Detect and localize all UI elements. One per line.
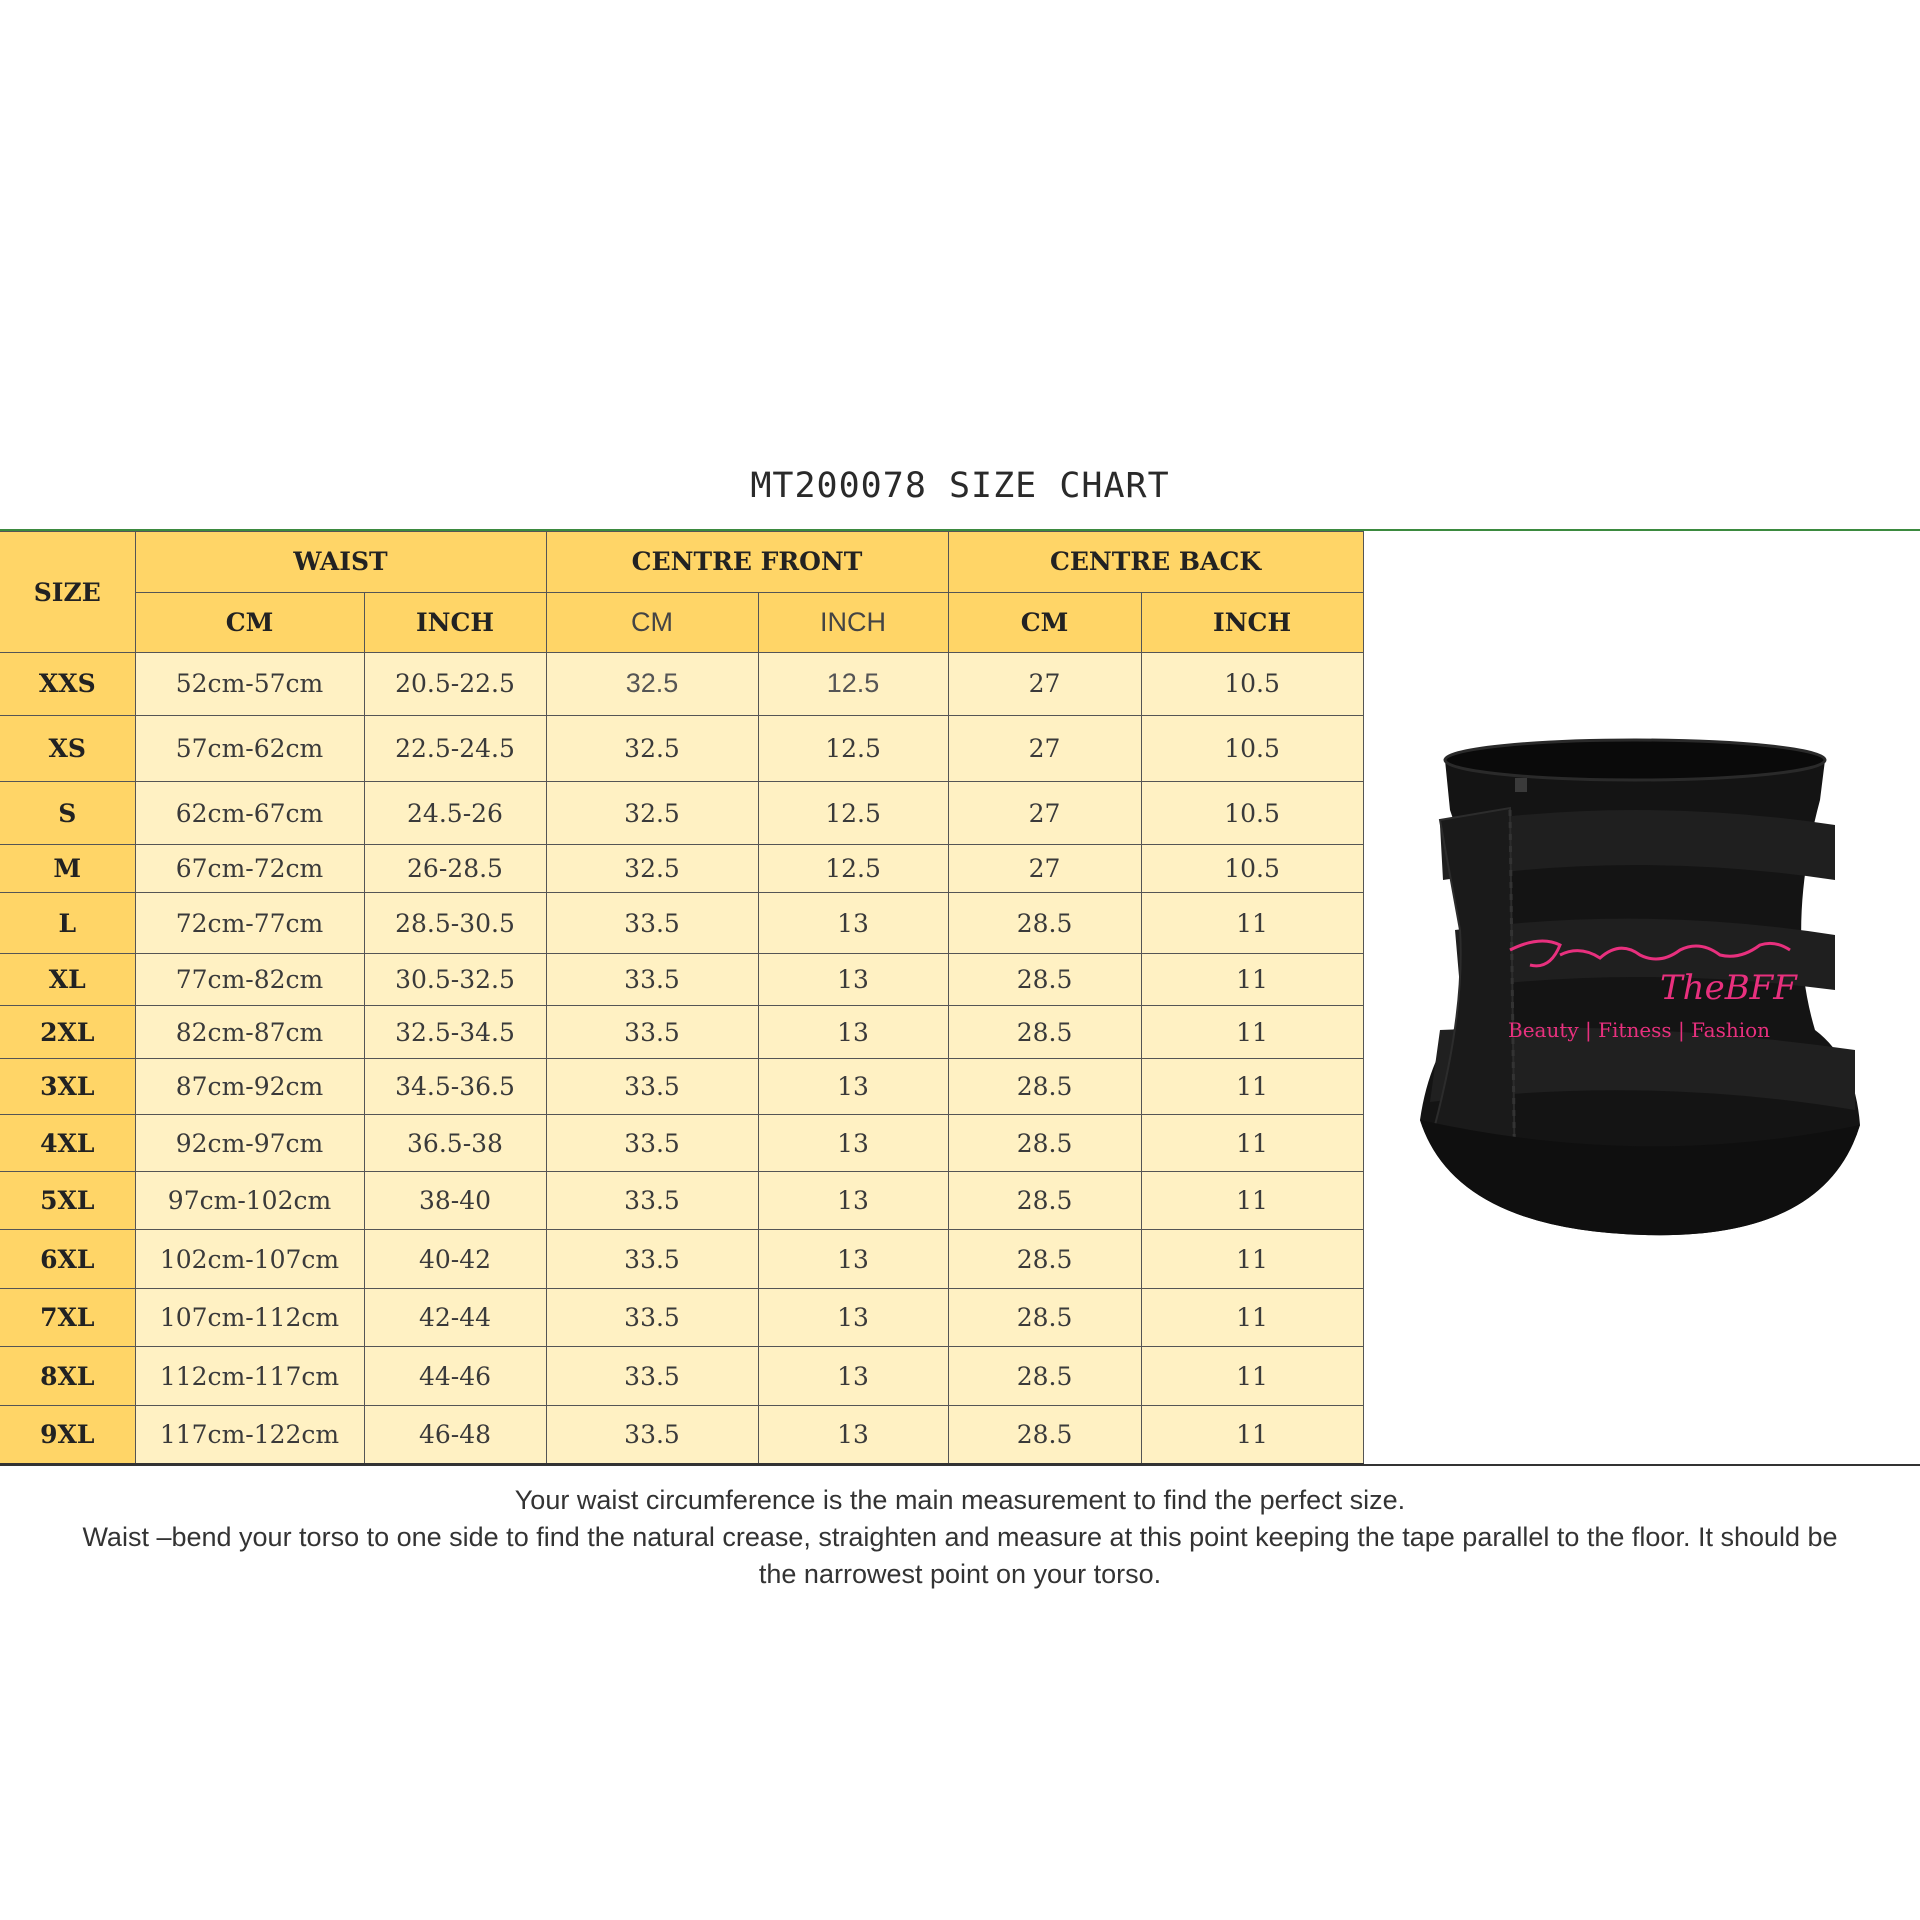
cell-size: 7XL: [0, 1288, 135, 1347]
back-inch-header: INCH: [1141, 592, 1363, 653]
cell-waist-cm: 77cm-82cm: [135, 953, 364, 1005]
cell-back-cm: 28.5: [948, 893, 1141, 954]
cell-size: 2XL: [0, 1006, 135, 1058]
cell-waist-inch: 30.5-32.5: [364, 953, 546, 1005]
centre-front-group-header: CENTRE FRONT: [546, 532, 948, 593]
waist-cm-header: CM: [135, 592, 364, 653]
note-line-3: the narrowest point on your torso.: [758, 1559, 1162, 1589]
cell-waist-cm: 102cm-107cm: [135, 1230, 364, 1289]
cell-front-cm: 33.5: [546, 1058, 758, 1115]
cell-size: L: [0, 893, 135, 954]
cell-back-cm: 28.5: [948, 1171, 1141, 1230]
cell-waist-inch: 44-46: [364, 1347, 546, 1406]
cell-front-inch: 13: [758, 1230, 948, 1289]
cell-waist-cm: 62cm-67cm: [135, 782, 364, 845]
table-row: [0, 1347, 1363, 1406]
cell-waist-inch: 24.5-26: [364, 782, 546, 845]
cell-front-inch: 13: [758, 1006, 948, 1058]
cell-front-cm: 33.5: [546, 953, 758, 1005]
table-row: [0, 1230, 1363, 1289]
waist-inch-header: INCH: [364, 592, 546, 653]
cell-front-inch: 13: [758, 1288, 948, 1347]
back-cm-header: CM: [948, 592, 1141, 653]
table-row: [0, 1171, 1363, 1230]
bottom-divider: [0, 1464, 1920, 1466]
size-header: SIZE: [0, 532, 135, 653]
cell-front-cm: 33.5: [546, 1405, 758, 1464]
cell-size: XXS: [0, 653, 135, 716]
cell-waist-cm: 52cm-57cm: [135, 653, 364, 716]
cell-front-inch: 13: [758, 1058, 948, 1115]
cell-front-cm: 33.5: [546, 1347, 758, 1406]
cell-front-inch: 13: [758, 893, 948, 954]
cell-back-inch: 10.5: [1141, 782, 1363, 845]
cell-front-cm: 32.5: [546, 844, 758, 892]
cell-back-cm: 28.5: [948, 1006, 1141, 1058]
cell-front-inch: 13: [758, 1405, 948, 1464]
cell-size: 5XL: [0, 1171, 135, 1230]
cell-back-inch: 11: [1141, 893, 1363, 954]
table-row: [0, 1058, 1363, 1115]
cell-waist-inch: 26-28.5: [364, 844, 546, 892]
cell-front-cm: 33.5: [546, 1230, 758, 1289]
cell-back-inch: 11: [1141, 1230, 1363, 1289]
note-line-2: Waist –bend your torso to one side to find the natural crease, straighten and measure at this point keeping the tape parallel to the floor. It should be: [82, 1522, 1838, 1552]
size-chart-table: [0, 531, 1364, 1465]
cell-front-cm: 33.5: [546, 893, 758, 954]
table-row: [0, 1006, 1363, 1058]
cell-waist-cm: 117cm-122cm: [135, 1405, 364, 1464]
cell-front-cm: 32.5: [546, 653, 758, 716]
cell-front-cm: 33.5: [546, 1171, 758, 1230]
cell-waist-inch: 20.5-22.5: [364, 653, 546, 716]
cell-waist-cm: 57cm-62cm: [135, 715, 364, 782]
table-row: [0, 1288, 1363, 1347]
cell-back-cm: 28.5: [948, 1347, 1141, 1406]
cell-size: 4XL: [0, 1115, 135, 1172]
cell-waist-inch: 22.5-24.5: [364, 715, 546, 782]
note-line-1: Your waist circumference is the main measurement to find the perfect size.: [514, 1485, 1406, 1515]
cell-back-cm: 27: [948, 715, 1141, 782]
cell-front-cm: 32.5: [546, 715, 758, 782]
cell-size: M: [0, 844, 135, 892]
brand-watermark: [1500, 930, 1800, 1040]
cell-waist-inch: 40-42: [364, 1230, 546, 1289]
cell-back-inch: 11: [1141, 1171, 1363, 1230]
table-row: [0, 1405, 1363, 1464]
cell-waist-cm: 92cm-97cm: [135, 1115, 364, 1172]
cell-back-cm: 27: [948, 844, 1141, 892]
table-row: [0, 1115, 1363, 1172]
table-row: [0, 653, 1363, 716]
cell-size: S: [0, 782, 135, 845]
cell-waist-cm: 82cm-87cm: [135, 1006, 364, 1058]
brand-tagline: Beauty | Fitness | Fashion: [1508, 1018, 1771, 1042]
cell-front-inch: 12.5: [758, 782, 948, 845]
cell-back-inch: 10.5: [1141, 715, 1363, 782]
front-inch-header: INCH: [758, 592, 948, 653]
table-row: [0, 844, 1363, 892]
cell-size: 8XL: [0, 1347, 135, 1406]
waist-group-header: WAIST: [135, 532, 546, 593]
cell-waist-cm: 97cm-102cm: [135, 1171, 364, 1230]
cell-size: 9XL: [0, 1405, 135, 1464]
cell-front-cm: 33.5: [546, 1006, 758, 1058]
cell-front-inch: 13: [758, 953, 948, 1005]
cell-back-cm: 28.5: [948, 1115, 1141, 1172]
cell-waist-cm: 87cm-92cm: [135, 1058, 364, 1115]
table-row: [0, 782, 1363, 845]
cell-back-inch: 11: [1141, 1405, 1363, 1464]
table-row: [0, 893, 1363, 954]
cell-back-cm: 28.5: [948, 1288, 1141, 1347]
cell-front-inch: 12.5: [758, 653, 948, 716]
measurement-notes: [0, 1482, 1920, 1593]
cell-back-inch: 11: [1141, 953, 1363, 1005]
cell-back-inch: 11: [1141, 1115, 1363, 1172]
cell-back-inch: 10.5: [1141, 653, 1363, 716]
cell-back-inch: 11: [1141, 1288, 1363, 1347]
centre-back-group-header: CENTRE BACK: [948, 532, 1363, 593]
cell-size: 3XL: [0, 1058, 135, 1115]
cell-waist-inch: 28.5-30.5: [364, 893, 546, 954]
cell-waist-cm: 112cm-117cm: [135, 1347, 364, 1406]
cell-waist-cm: 67cm-72cm: [135, 844, 364, 892]
cell-back-inch: 11: [1141, 1347, 1363, 1406]
cell-front-cm: 32.5: [546, 782, 758, 845]
cell-waist-inch: 42-44: [364, 1288, 546, 1347]
cell-front-inch: 12.5: [758, 715, 948, 782]
table-row: [0, 715, 1363, 782]
cell-size: 6XL: [0, 1230, 135, 1289]
size-rows: [0, 653, 1363, 1464]
cell-front-cm: 33.5: [546, 1115, 758, 1172]
brand-logo: TheBFF: [1660, 968, 1797, 1008]
cell-back-inch: 11: [1141, 1058, 1363, 1115]
front-cm-header: CM: [546, 592, 758, 653]
cell-front-inch: 12.5: [758, 844, 948, 892]
cell-waist-cm: 107cm-112cm: [135, 1288, 364, 1347]
cell-back-cm: 28.5: [948, 1230, 1141, 1289]
cell-back-cm: 28.5: [948, 1405, 1141, 1464]
chart-title: MT200078 SIZE CHART: [750, 466, 1170, 506]
cell-front-cm: 33.5: [546, 1288, 758, 1347]
cell-waist-inch: 46-48: [364, 1405, 546, 1464]
cell-waist-inch: 38-40: [364, 1171, 546, 1230]
cell-back-inch: 10.5: [1141, 844, 1363, 892]
cell-size: XS: [0, 715, 135, 782]
table-row: [0, 953, 1363, 1005]
cell-size: XL: [0, 953, 135, 1005]
cell-waist-cm: 72cm-77cm: [135, 893, 364, 954]
cell-back-cm: 27: [948, 653, 1141, 716]
cell-front-inch: 13: [758, 1171, 948, 1230]
cell-back-inch: 11: [1141, 1006, 1363, 1058]
cell-front-inch: 13: [758, 1347, 948, 1406]
cell-waist-inch: 32.5-34.5: [364, 1006, 546, 1058]
cell-waist-inch: 34.5-36.5: [364, 1058, 546, 1115]
cell-front-inch: 13: [758, 1115, 948, 1172]
cell-waist-inch: 36.5-38: [364, 1115, 546, 1172]
cell-back-cm: 28.5: [948, 1058, 1141, 1115]
cell-back-cm: 27: [948, 782, 1141, 845]
cell-back-cm: 28.5: [948, 953, 1141, 1005]
